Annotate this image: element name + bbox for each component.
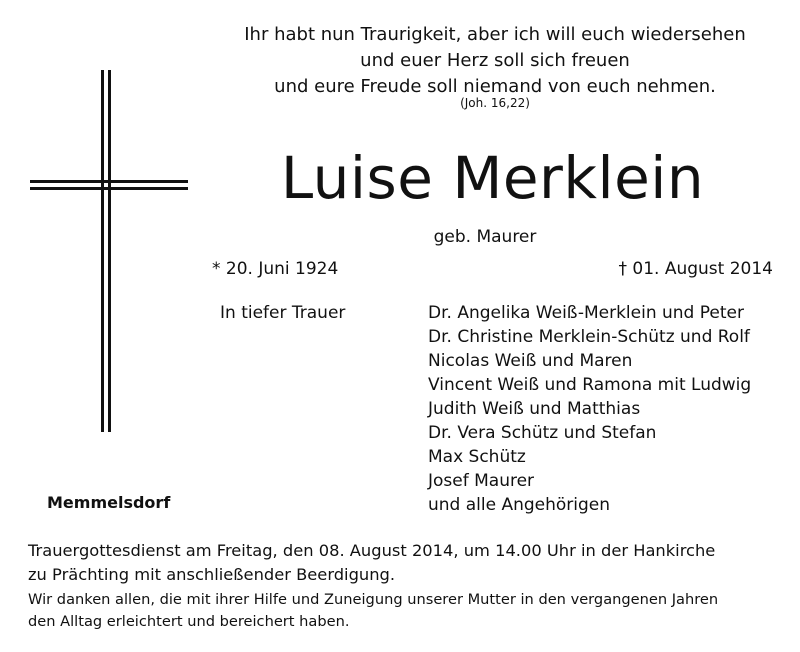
service-line: Trauergottesdienst am Freitag, den 08. August 2014, um 14.00 Uhr in der Hankirche <box>28 541 716 560</box>
list-item: Nicolas Weiß und Maren <box>428 351 633 371</box>
deceased-name: Luise Merklein <box>280 144 705 212</box>
quote-line: Ihr habt nun Traurigkeit, aber ich will euch wiedersehen <box>244 24 746 45</box>
birth-name: geb. Maurer <box>433 227 537 247</box>
list-item: Judith Weiß und Matthias <box>428 399 641 419</box>
quote-line: und euer Herz soll sich freuen <box>360 50 630 71</box>
bible-quote <box>230 22 760 100</box>
list-item: Josef Maurer <box>428 471 535 491</box>
thanks-note <box>28 589 780 633</box>
list-item: Dr. Vera Schütz und Stefan <box>428 423 657 443</box>
birth-date: * 20. Juni 1924 <box>212 259 339 279</box>
quote-reference: (Joh. 16,22) <box>460 96 530 110</box>
quote-line: und eure Freude soll niemand von euch nehmen. <box>274 76 716 97</box>
service-info <box>28 539 780 587</box>
death-date: † 01. August 2014 <box>618 259 773 279</box>
list-item: und alle Angehörigen <box>428 495 611 515</box>
mourners-list <box>428 301 751 517</box>
list-item: Max Schütz <box>428 447 526 467</box>
list-item: Dr. Angelika Weiß-Merklein und Peter <box>428 303 744 323</box>
cross-icon <box>28 70 198 440</box>
place-name: Memmelsdorf <box>47 493 171 512</box>
thanks-line: den Alltag erleichtert und bereichert haben. <box>28 613 350 630</box>
service-line: zu Prächting mit anschließender Beerdigung. <box>28 565 396 584</box>
list-item: Vincent Weiß und Ramona mit Ludwig <box>428 375 752 395</box>
thanks-line: Wir danken allen, die mit ihrer Hilfe und Zuneigung unserer Mutter in den vergangenen Jahren <box>28 591 719 608</box>
list-item: Dr. Christine Merklein-Schütz und Rolf <box>428 327 750 347</box>
mourning-label: In tiefer Trauer <box>220 303 346 323</box>
